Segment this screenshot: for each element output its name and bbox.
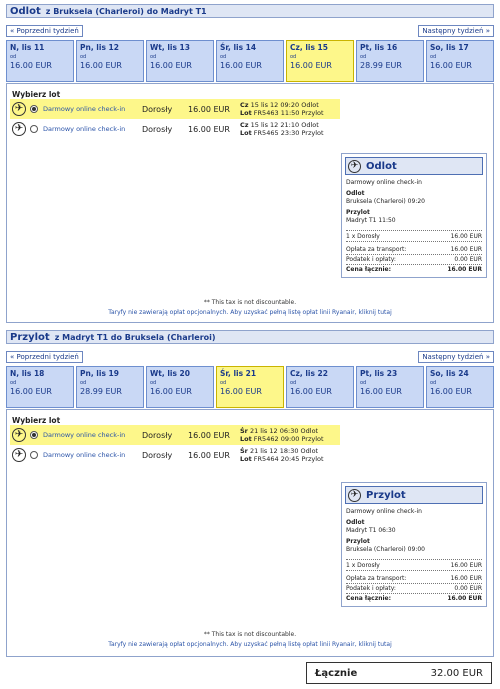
outbound-prev-week-button[interactable]: « Poprzedni tydzień <box>6 25 83 37</box>
summary-tax-row <box>346 584 482 594</box>
day-label: So, lis 24 <box>430 369 469 378</box>
flight-arrival-time: 11:50 Przylot <box>280 109 324 117</box>
day-from: od <box>150 380 157 386</box>
outbound-day-0[interactable] <box>6 40 74 82</box>
day-price: 16.00 EUR <box>360 387 402 396</box>
day-price: 16.00 EUR <box>220 387 262 396</box>
inbound-flight-row-0[interactable] <box>10 425 340 445</box>
outbound-next-week-button[interactable]: Następny tydzień » <box>418 25 494 37</box>
flight-number: FR5464 <box>253 455 279 463</box>
checkin-link[interactable]: Darmowy online check-in <box>43 125 126 133</box>
outbound-day-1[interactable] <box>76 40 144 82</box>
inbound-summary-box <box>341 482 487 607</box>
day-label: Śr, lis 14 <box>220 43 257 52</box>
passenger-type: Dorosły <box>142 104 173 114</box>
day-from: od <box>220 380 227 386</box>
flight-radio-button[interactable] <box>30 431 38 439</box>
passenger-type: Dorosły <box>142 430 173 440</box>
flight-day-label: Śr <box>240 427 248 435</box>
summary-checkin: Darmowy online check-in <box>346 179 422 186</box>
day-from: od <box>10 380 17 386</box>
flight-date: 15 lis 12 <box>250 101 279 109</box>
day-from: od <box>80 54 87 60</box>
day-price: 16.00 EUR <box>150 61 192 70</box>
inbound-route: z Madryt T1 do Bruksela (Charleroi) <box>54 332 216 342</box>
grand-total-label: Łącznie <box>315 667 358 679</box>
day-from: od <box>220 54 227 60</box>
outbound-day-5[interactable] <box>356 40 424 82</box>
summary-passenger-label: 1 x Dorosły <box>346 233 380 240</box>
inbound-day-3[interactable] <box>216 366 284 408</box>
inbound-section <box>6 330 494 657</box>
grand-total-value: 32.00 EUR <box>430 667 483 679</box>
summary-total-label: Cena łącznie: <box>346 266 392 273</box>
outbound-fees-link[interactable]: Taryfy nie zawierają opłat opcjonalnych. Aby uzyskać pełną listę opłat linii Ryanair, kliknij tutaj <box>108 309 392 316</box>
day-price: 28.99 EUR <box>80 387 122 396</box>
flight-date: 15 lis 12 <box>250 121 279 129</box>
outbound-flight-row-0[interactable] <box>10 99 340 119</box>
flight-price: 16.00 EUR <box>188 430 230 440</box>
summary-transport-value: 16.00 EUR <box>450 575 482 582</box>
summary-transport-label: Opłata za transport: <box>346 246 407 253</box>
inbound-day-5[interactable] <box>356 366 424 408</box>
inbound-prev-week-button[interactable]: « Poprzedni tydzień <box>6 351 83 363</box>
summary-arrival-label: Przylot <box>346 209 370 216</box>
flight-date: 21 lis 12 <box>249 447 278 455</box>
inbound-choose-flight-label: Wybierz lot <box>12 416 61 425</box>
inbound-day-6[interactable] <box>426 366 494 408</box>
flight-departure-time: 09:20 Odlot <box>280 101 319 109</box>
day-label: So, lis 17 <box>430 43 469 52</box>
day-from: od <box>150 54 157 60</box>
inbound-day-0[interactable] <box>6 366 74 408</box>
flight-day-label: Śr <box>240 447 248 455</box>
summary-tax-value: 0.00 EUR <box>454 585 482 592</box>
summary-transport-row <box>346 245 482 255</box>
summary-arrival-label: Przylot <box>346 538 370 545</box>
summary-departure-label: Odlot <box>346 190 365 197</box>
summary-departure-value: Bruksela (Charleroi) 09:20 <box>346 198 425 205</box>
summary-passenger-label: 1 x Dorosły <box>346 562 380 569</box>
day-label: N, lis 18 <box>10 369 45 378</box>
summary-header <box>345 486 483 504</box>
summary-tax-label: Podatek i opłaty: <box>346 256 396 263</box>
outbound-flight-panel <box>6 83 494 323</box>
summary-checkin: Darmowy online check-in <box>346 508 422 515</box>
summary-passenger-value: 16.00 EUR <box>450 562 482 569</box>
airplane-icon: ✈ <box>12 428 26 442</box>
day-from: od <box>80 380 87 386</box>
day-label: Pn, lis 12 <box>80 43 119 52</box>
outbound-day-strip <box>6 40 494 82</box>
flight-price: 16.00 EUR <box>188 450 230 460</box>
summary-arrival-value: Bruksela (Charleroi) 09:00 <box>346 546 425 553</box>
checkin-link[interactable]: Darmowy online check-in <box>43 451 126 459</box>
day-price: 16.00 EUR <box>80 61 122 70</box>
outbound-tax-note: ** This tax is not discountable. <box>203 299 297 306</box>
day-label: Wt, lis 13 <box>150 43 190 52</box>
outbound-flight-row-1[interactable] <box>10 119 340 139</box>
inbound-week-nav <box>6 351 494 365</box>
airplane-icon: ✈ <box>348 489 361 502</box>
outbound-day-4[interactable] <box>286 40 354 82</box>
summary-header <box>345 157 483 175</box>
summary-arrival-value: Madryt T1 11:50 <box>346 217 396 224</box>
inbound-day-4[interactable] <box>286 366 354 408</box>
day-label: N, lis 11 <box>10 43 45 52</box>
day-price: 16.00 EUR <box>10 387 52 396</box>
airplane-icon: ✈ <box>12 448 26 462</box>
inbound-fees-link[interactable]: Taryfy nie zawierają opłat opcjonalnych. Aby uzyskać pełną listę opłat linii Ryanair, kliknij tutaj <box>108 641 392 648</box>
flight-arrival-time: 20:45 Przylot <box>280 455 324 463</box>
flight-times <box>240 427 324 443</box>
inbound-header <box>6 330 494 344</box>
summary-total-value: 16.00 EUR <box>447 266 482 273</box>
day-price: 16.00 EUR <box>10 61 52 70</box>
summary-transport-value: 16.00 EUR <box>450 246 482 253</box>
day-price: 16.00 EUR <box>430 387 472 396</box>
summary-transport-label: Opłata za transport: <box>346 575 407 582</box>
outbound-day-3[interactable] <box>216 40 284 82</box>
summary-title: Odlot <box>366 160 397 172</box>
day-label: Cz, lis 22 <box>290 369 328 378</box>
summary-title: Przylot <box>366 489 406 501</box>
outbound-section <box>6 4 494 323</box>
inbound-day-1[interactable] <box>76 366 144 408</box>
flight-day-label: Cz <box>240 101 249 109</box>
summary-departure-value: Madryt T1 06:30 <box>346 527 396 534</box>
inbound-flight-row-1[interactable] <box>10 445 340 465</box>
day-label: Pt, lis 23 <box>360 369 398 378</box>
flight-departure-time: 06:30 Odlot <box>279 427 319 435</box>
day-label: Wt, lis 20 <box>150 369 190 378</box>
day-from: od <box>290 380 297 386</box>
flight-radio-button[interactable] <box>30 125 38 133</box>
day-from: od <box>360 380 367 386</box>
inbound-tax-note: ** This tax is not discountable. <box>203 631 297 638</box>
flight-number: FR5463 <box>253 109 279 117</box>
checkin-link[interactable]: Darmowy online check-in <box>43 105 126 113</box>
summary-passenger-row <box>346 559 482 571</box>
summary-passenger-value: 16.00 EUR <box>450 233 482 240</box>
day-from: od <box>290 54 297 60</box>
inbound-day-strip <box>6 366 494 408</box>
flight-number: FR5465 <box>253 129 279 137</box>
day-price: 28.99 EUR <box>360 61 402 70</box>
flight-times <box>240 121 324 137</box>
outbound-title: Odlot <box>10 5 41 17</box>
grand-total-box <box>306 662 492 684</box>
flight-day-label: Cz <box>240 121 249 129</box>
summary-total-value: 16.00 EUR <box>447 595 482 602</box>
outbound-route: z Bruksela (Charleroi) do Madryt T1 <box>45 6 207 16</box>
flight-arrival-time: 09:00 Przylot <box>280 435 324 443</box>
outbound-summary-box <box>341 153 487 278</box>
inbound-next-week-button[interactable]: Następny tydzień » <box>418 351 494 363</box>
checkin-link[interactable]: Darmowy online check-in <box>43 431 126 439</box>
airplane-icon: ✈ <box>12 102 26 116</box>
flight-radio-button[interactable] <box>30 451 38 459</box>
summary-tax-row <box>346 255 482 265</box>
outbound-header <box>6 4 494 18</box>
flight-number-label: Lot <box>240 129 252 137</box>
day-price: 16.00 EUR <box>290 61 332 70</box>
flight-times <box>240 447 324 463</box>
summary-departure-label: Odlot <box>346 519 365 526</box>
flight-arrival-time: 23:30 Przylot <box>280 129 324 137</box>
passenger-type: Dorosły <box>142 124 173 134</box>
summary-tax-label: Podatek i opłaty: <box>346 585 396 592</box>
outbound-week-nav <box>6 25 494 39</box>
summary-total-label: Cena łącznie: <box>346 595 392 602</box>
flight-number-label: Lot <box>240 455 252 463</box>
flight-number-label: Lot <box>240 435 252 443</box>
outbound-day-2[interactable] <box>146 40 214 82</box>
flight-radio-button[interactable] <box>30 105 38 113</box>
flight-number-label: Lot <box>240 109 252 117</box>
day-label: Cz, lis 15 <box>290 43 328 52</box>
outbound-choose-flight-label: Wybierz lot <box>12 90 61 99</box>
summary-total-row <box>346 265 482 274</box>
flight-price: 16.00 EUR <box>188 124 230 134</box>
summary-passenger-row <box>346 230 482 242</box>
summary-transport-row <box>346 574 482 584</box>
day-price: 16.00 EUR <box>430 61 472 70</box>
airplane-icon: ✈ <box>348 160 361 173</box>
radio-selected-dot <box>32 433 36 437</box>
day-label: Śr, lis 21 <box>220 369 257 378</box>
outbound-day-6[interactable] <box>426 40 494 82</box>
passenger-type: Dorosły <box>142 450 173 460</box>
flight-departure-time: 21:10 Odlot <box>280 121 319 129</box>
day-label: Pn, lis 19 <box>80 369 119 378</box>
flight-number: FR5462 <box>253 435 279 443</box>
day-label: Pt, lis 16 <box>360 43 398 52</box>
flight-departure-time: 18:30 Odlot <box>279 447 319 455</box>
inbound-flight-panel <box>6 409 494 657</box>
summary-tax-value: 0.00 EUR <box>454 256 482 263</box>
flight-times <box>240 101 324 117</box>
summary-total-row <box>346 594 482 603</box>
day-from: od <box>10 54 17 60</box>
inbound-title: Przylot <box>10 331 50 343</box>
day-from: od <box>360 54 367 60</box>
day-price: 16.00 EUR <box>290 387 332 396</box>
flight-date: 21 lis 12 <box>249 427 278 435</box>
inbound-day-2[interactable] <box>146 366 214 408</box>
day-from: od <box>430 54 437 60</box>
airplane-icon: ✈ <box>12 122 26 136</box>
flight-price: 16.00 EUR <box>188 104 230 114</box>
day-from: od <box>430 380 437 386</box>
radio-selected-dot <box>32 107 36 111</box>
day-price: 16.00 EUR <box>150 387 192 396</box>
day-price: 16.00 EUR <box>220 61 262 70</box>
